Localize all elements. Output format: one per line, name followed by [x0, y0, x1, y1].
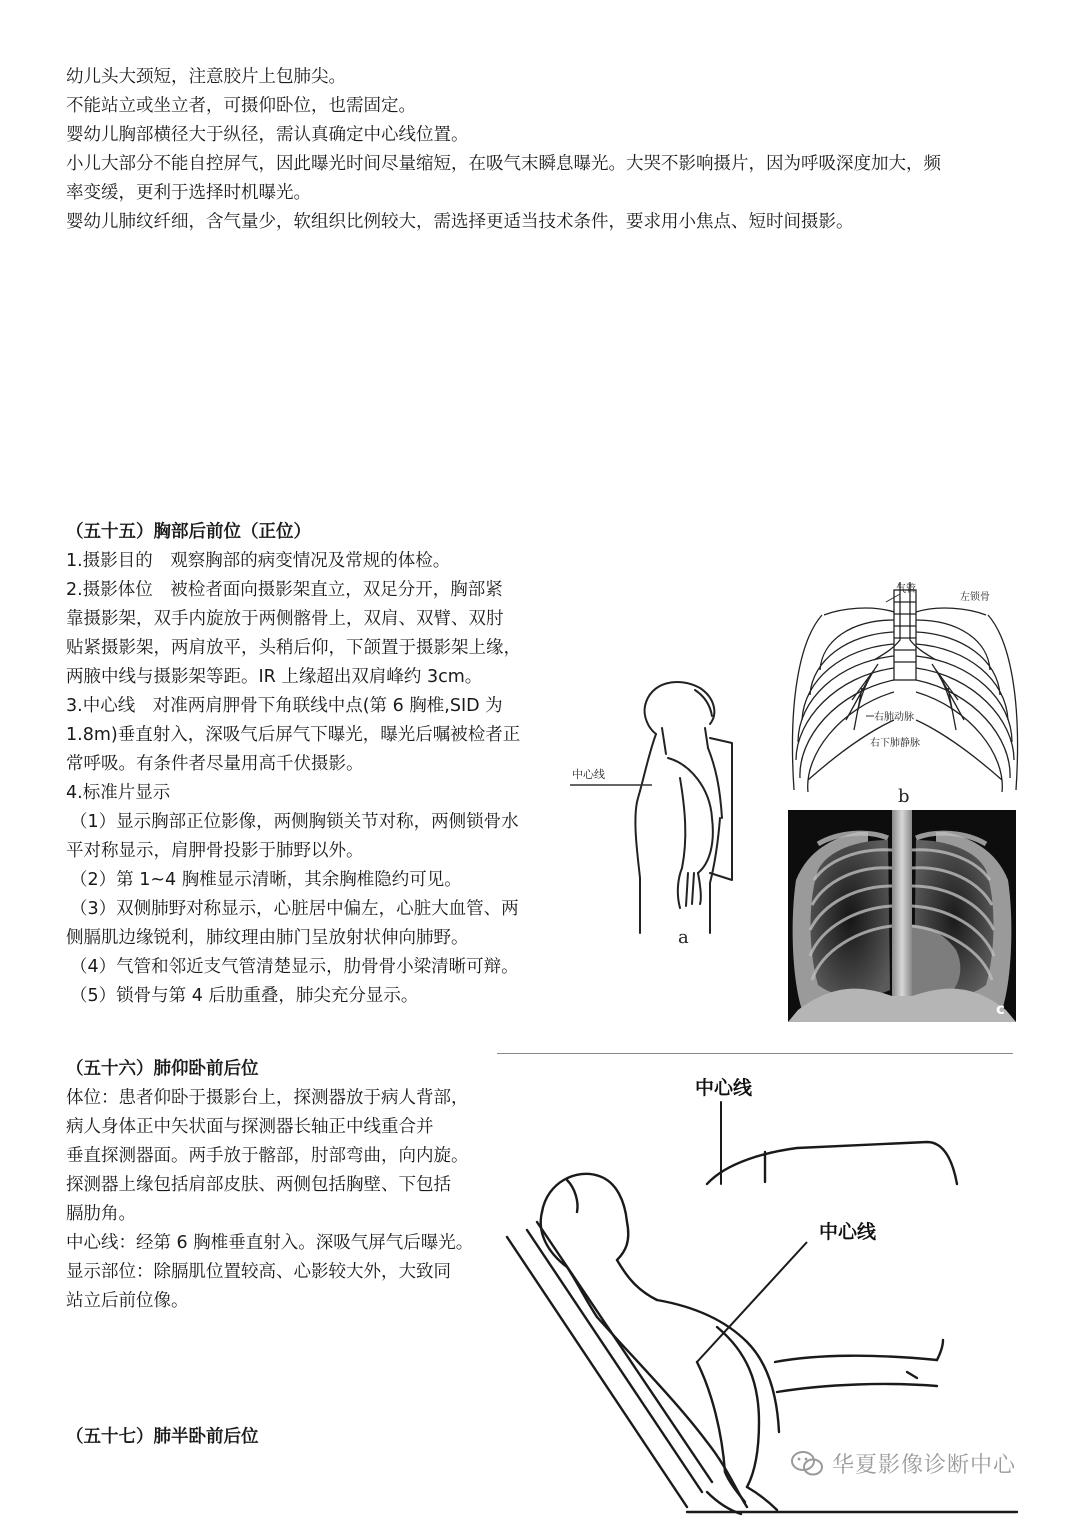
left-clavicle-label: 左锁骨 — [960, 592, 990, 603]
section-55-body — [66, 547, 566, 1011]
section-56 — [66, 1055, 496, 1316]
intro-paragraph: 率变缓，更利于选择时机曝光。 — [66, 183, 311, 203]
section-55-line: 平对称显示，肩胛骨投影于肺野以外。 — [66, 841, 364, 861]
section-55-line: （1）显示胸部正位影像，两侧胸锁关节对称，两侧锁骨水 — [70, 812, 519, 832]
figure-a-label: a — [678, 927, 689, 948]
intro-text-block — [66, 63, 1026, 237]
section-56-line: 探测器上缘包括肩部皮肤、两侧包括胸壁、下包括 — [66, 1175, 451, 1195]
figure-a-center-line-label: 中心线 — [572, 768, 605, 781]
intro-paragraph: 幼儿头大颈短，注意胶片上包肺尖。 — [66, 67, 346, 87]
section-55-line: 2.摄影体位 被检者面向摄影架直立，双足分开，胸部紧 — [66, 580, 503, 600]
section-55-line: （4）气管和邻近支气管清楚显示，肋骨骨小梁清晰可辩。 — [70, 957, 519, 977]
section-56-line: 显示部位：除膈肌位置较高、心影较大外，大致同 — [66, 1262, 451, 1282]
figure-b-ribcage-diagram — [782, 580, 1026, 808]
watermark — [790, 1448, 1016, 1479]
section-57 — [66, 1423, 486, 1452]
section-56-line: 病人身体正中矢状面与探测器长轴正中线重合并 — [66, 1117, 434, 1137]
section-55-line: 1.摄影目的 观察胸部的病变情况及常规的体检。 — [66, 551, 451, 571]
watermark-text: 华夏影像诊断中心 — [832, 1453, 1017, 1478]
section-55-line: 两腋中线与摄影架等距。IR 上缘超出双肩峰约 3cm。 — [66, 667, 483, 687]
figure-c-label: c — [996, 1000, 1005, 1018]
section-55-line: 1.8m)垂直射入，深吸气后屏气下曝光，曝光后嘱被检者正 — [66, 725, 521, 745]
intro-paragraph: 不能站立或坐立者，可摄仰卧位，也需固定。 — [66, 96, 416, 116]
section-56-title: （五十六）肺仰卧前后位 — [66, 1059, 259, 1079]
section-56-line: 垂直探测器面。两手放于髂部，肘部弯曲，向内旋。 — [66, 1146, 469, 1166]
intro-paragraph: 婴幼儿肺纹纤细，含气量少，软组织比例较大，需选择更适当技术条件，要求用小焦点、短时间摄影。 — [66, 212, 854, 232]
section-55-line: 3.中心线 对准两肩胛骨下角联线中点(第 6 胸椎,SID 为 — [66, 696, 503, 716]
trachea-label: 气管 — [896, 584, 916, 595]
figure-top-center-line-label: 中心线 — [695, 1077, 753, 1099]
wechat-icon — [790, 1450, 824, 1478]
section-55-title: （五十五）胸部后前位（正位） — [66, 522, 311, 542]
figure-bottom-center-line-label: 中心线 — [819, 1221, 877, 1243]
figure-c-chest-xray — [788, 810, 1016, 1022]
intro-paragraph: 婴幼儿胸部横径大于纵径，需认真确定中心线位置。 — [66, 125, 469, 145]
section-55-line: 贴紧摄影架，两肩放平，头稍后仰，下颌置于摄影架上缘， — [66, 638, 521, 658]
section-55-line: （2）第 1~4 胸椎显示清晰，其余胸椎隐约可见。 — [70, 870, 462, 890]
right-pulmonary-artery-label: 右肺动脉 — [874, 712, 914, 723]
section-57-title: （五十七）肺半卧前后位 — [66, 1427, 259, 1447]
bottom-center-line-pointer — [697, 1242, 807, 1362]
section-55-line: 靠摄影架，双手内旋放于两侧髂骨上，双肩、双臂、双肘 — [66, 609, 504, 629]
figure-a-standing-patient — [570, 668, 770, 948]
section-55-line: 4.标准片显示 — [66, 783, 171, 803]
section-55-line: （3）双侧肺野对称显示，心脏居中偏左，心脏大血管、两 — [70, 899, 519, 919]
section-56-line: 膈肋角。 — [66, 1204, 136, 1224]
section-55 — [66, 518, 566, 1011]
figure-separator-line — [497, 1053, 1013, 1054]
section-55-line: （5）锁骨与第 4 后肋重叠，肺尖充分显示。 — [70, 986, 419, 1006]
section-56-line: 中心线：经第 6 胸椎垂直射入。深吸气屏气后曝光。 — [66, 1233, 474, 1253]
right-inferior-pulmonary-vein-label: 右下肺静脉 — [870, 738, 920, 749]
section-56-line: 站立后前位像。 — [66, 1291, 189, 1311]
figure-b-label: b — [898, 786, 910, 807]
section-55-line: 常呼吸。有条件者尽量用高千伏摄影。 — [66, 754, 364, 774]
intro-paragraph: 小儿大部分不能自控屏气，因此曝光时间尽量缩短，在吸气末瞬息曝光。大哭不影响摄片，因为呼吸深度加大，频 — [66, 154, 941, 174]
section-56-line: 体位：患者仰卧于摄影台上，探测器放于病人背部， — [66, 1088, 469, 1108]
trachea-pointer — [886, 594, 900, 602]
section-55-line: 侧膈肌边缘锐利，肺纹理由肺门呈放射状伸向肺野。 — [66, 928, 469, 948]
